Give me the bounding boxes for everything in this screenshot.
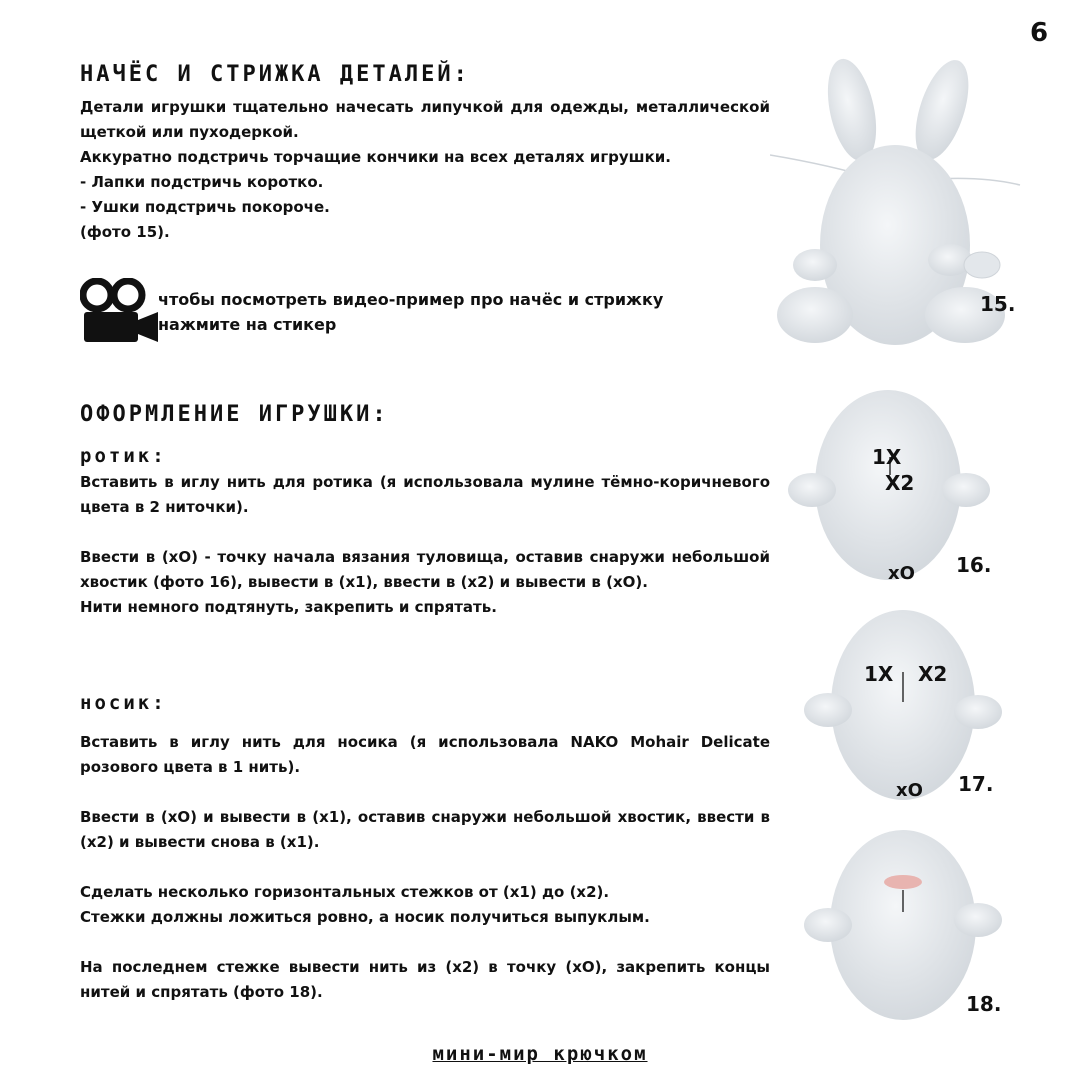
photo-16-caption: 16. — [956, 553, 992, 577]
sticker-line-1: чтобы посмотреть видео-пример про начёс и стрижку — [158, 290, 664, 309]
photo-17 — [770, 600, 1030, 810]
bunny-photo-illustration — [770, 55, 1040, 365]
photo-15 — [770, 55, 1040, 365]
brushing-line-3: - Лапки подстричь коротко. — [80, 173, 324, 191]
video-sticker[interactable] — [80, 278, 160, 344]
sticker-caption[interactable] — [158, 287, 663, 337]
photo-18-caption: 18. — [966, 992, 1002, 1016]
brushing-line-5: (фото 15). — [80, 223, 170, 241]
nose-instructions — [80, 730, 770, 1005]
nose-p3: Сделать несколько горизонтальных стежков от (х1) до (х2). — [80, 883, 610, 901]
photo-17-x2-label: Х2 — [918, 662, 948, 686]
video-camera-icon[interactable] — [80, 278, 160, 344]
nose-p2: Ввести в (хО) и вывести в (х1), оставив снаружи небольшой хвостик, ввести в (х2) и вывести снова в (х1). — [80, 808, 770, 851]
footer-brand: мини-мир крючком — [432, 1043, 648, 1065]
mouth-p1: Вставить в иглу нить для ротика (я использовала мулине тёмно-коричневого цвета в 2 ниточки). — [80, 473, 770, 516]
pink-nose — [884, 875, 922, 889]
nose-p1: Вставить в иглу нить для носика (я использовала NAKO Mohair Delicate розового цвета в 1 нить). — [80, 733, 770, 776]
photo-15-caption: 15. — [980, 292, 1016, 316]
mouth-p2: Ввести в (хО) - точку начала вязания туловища, оставив снаружи небольшой хвостик (фото 16), вывести в (х1), ввести в (х2) и вывести в (хО). — [80, 548, 770, 591]
brushing-line-2: Аккуратно подстричь торчащие кончики на всех деталях игрушки. — [80, 148, 671, 166]
brushing-instructions — [80, 95, 770, 245]
brushing-line-1: Детали игрушки тщательно начесать липучкой для одежды, металлической щеткой или пуходеркой. — [80, 98, 770, 141]
subtitle-nose: носик: — [80, 692, 167, 714]
photo-16-x2-label: Х2 — [885, 471, 915, 495]
photo-18 — [770, 820, 1030, 1030]
photo-16-x1-label: 1Х — [872, 445, 902, 469]
photo-16-x0-label: хО — [888, 563, 915, 584]
section-title-brushing: НАЧЁС И СТРИЖКА ДЕТАЛЕЙ: — [80, 62, 470, 87]
brushing-line-4: - Ушки подстричь покороче. — [80, 198, 330, 216]
photo-17-caption: 17. — [958, 772, 994, 796]
page-number: 6 — [1030, 18, 1049, 48]
photo-17-x0-label: хО — [896, 780, 923, 801]
sticker-line-2: нажмите на стикер — [158, 315, 337, 334]
nose-p5: На последнем стежке вывести нить из (х2) в точку (хО), закрепить концы нитей и спрятать (фото 18). — [80, 958, 770, 1001]
photo-17-x1-label: 1Х — [864, 662, 894, 686]
section-title-decoration: ОФОРМЛЕНИЕ ИГРУШКИ: — [80, 402, 389, 427]
subtitle-mouth: ротик: — [80, 445, 167, 467]
nose-p4: Стежки должны ложиться ровно, а носик получиться выпуклым. — [80, 908, 650, 926]
mouth-p3: Нити немного подтянуть, закрепить и спрятать. — [80, 598, 497, 616]
photo-16 — [770, 385, 1030, 595]
mouth-instructions — [80, 470, 770, 620]
